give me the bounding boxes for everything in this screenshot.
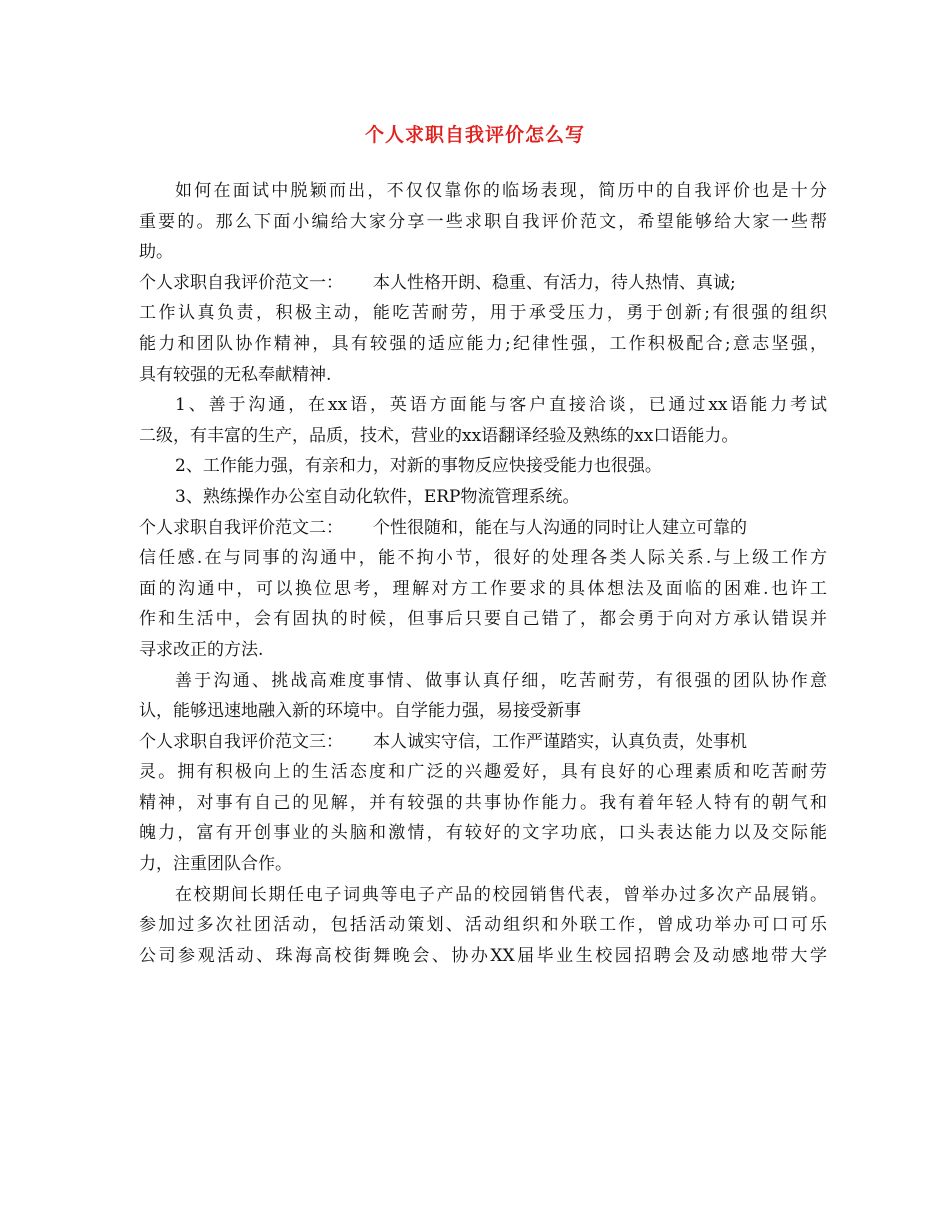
paragraph-line: 认，能够迅速地融入新的环境中。自学能力强，易接受新事 [139, 701, 581, 722]
paragraph-line: 具有较强的无私奉献精神. [139, 364, 332, 385]
paragraph-text: 本人诚实守信，工作严谨踏实，认真负责，处事机 [373, 731, 747, 752]
paragraph-line: 寻求改正的方法. [139, 639, 264, 660]
list-item-line: 二级，有丰富的生产，品质，技术，营业的xx语翻译经验及熟练的xx口语能力。 [139, 425, 739, 446]
paragraph-line: 在校期间长期任电子词典等电子产品的校园销售代表，曾举办过多次产品展销。 [175, 884, 827, 905]
sample-1-heading: 个人求职自我评价范文一： [139, 272, 343, 293]
paragraph-line: 力，注重团队合作。 [139, 854, 292, 875]
paragraph-line: 工作认真负责，积极主动，能吃苦耐劳，用于承受压力，勇于创新;有很强的组织 [139, 303, 827, 324]
list-item-line: 2、工作能力强，有亲和力，对新的事物反应快接受能力也很强。 [175, 456, 662, 477]
paragraph-line: 如何在面试中脱颖而出，不仅仅靠你的临场表现，简历中的自我评价也是十分 [175, 181, 827, 201]
list-item-line: 1、善于沟通，在xx语，英语方面能与客户直接洽谈，已通过xx语能力考试 [175, 395, 827, 416]
paragraph-line: 助。 [139, 242, 173, 263]
paragraph-line: 灵。拥有积极向上的生活态度和广泛的兴趣爱好，具有良好的心理素质和吃苦耐劳 [139, 762, 827, 783]
paragraph-line: 作和生活中，会有固执的时候，但事后只要自己错了，都会勇于向对方承认错误并 [139, 609, 827, 630]
paragraph-line: 精神，对事有自己的见解，并有较强的共事协作能力。我有着年轻人特有的朝气和 [139, 792, 827, 813]
paragraph-text: 本人性格开朗、稳重、有活力，待人热情、真诚; [373, 272, 736, 293]
sample-2-first-line [139, 513, 827, 544]
paragraph-line: 信任感.在与同事的沟通中，能不拘小节，很好的处理各类人际关系.与上级工作方 [139, 548, 827, 569]
sample-3-heading: 个人求职自我评价范文三： [139, 731, 343, 752]
sample-3-first-line [139, 727, 827, 758]
paragraph-line: 面的沟通中，可以换位思考，理解对方工作要求的具体想法及面临的困难.也许工 [139, 578, 827, 599]
document-title: 个人求职自我评价怎么写 [364, 124, 585, 146]
paragraph-text: 个性很随和，能在与人沟通的同时让人建立可靠的 [373, 517, 747, 538]
sample-1-first-line [139, 268, 827, 299]
paragraph-line: 善于沟通、挑战高难度事情、做事认真仔细，吃苦耐劳，有很强的团队协作意 [175, 670, 827, 691]
sample-2-heading: 个人求职自我评价范文二： [139, 517, 343, 538]
list-item-line: 3、熟练操作办公室自动化软件，ERP物流管理系统。 [175, 486, 580, 507]
document-body [139, 176, 827, 971]
paragraph-line: 魄力，富有开创事业的头脑和激情，有较好的文字功底，口头表达能力以及交际能 [139, 823, 827, 844]
paragraph-line: 重要的。那么下面小编给大家分享一些求职自我评价范文，希望能够给大家一些帮 [139, 211, 827, 232]
paragraph-line: 参加过多次社团活动，包括活动策划、活动组织和外联工作，曾成功举办可口可乐 [139, 915, 827, 936]
paragraph-line: 公司参观活动、珠海高校街舞晚会、协办XX届毕业生校园招聘会及动感地带大学 [139, 945, 827, 966]
paragraph-line: 能力和团队协作精神，具有较强的适应能力;纪律性强，工作积极配合;意志坚强， [139, 333, 827, 354]
